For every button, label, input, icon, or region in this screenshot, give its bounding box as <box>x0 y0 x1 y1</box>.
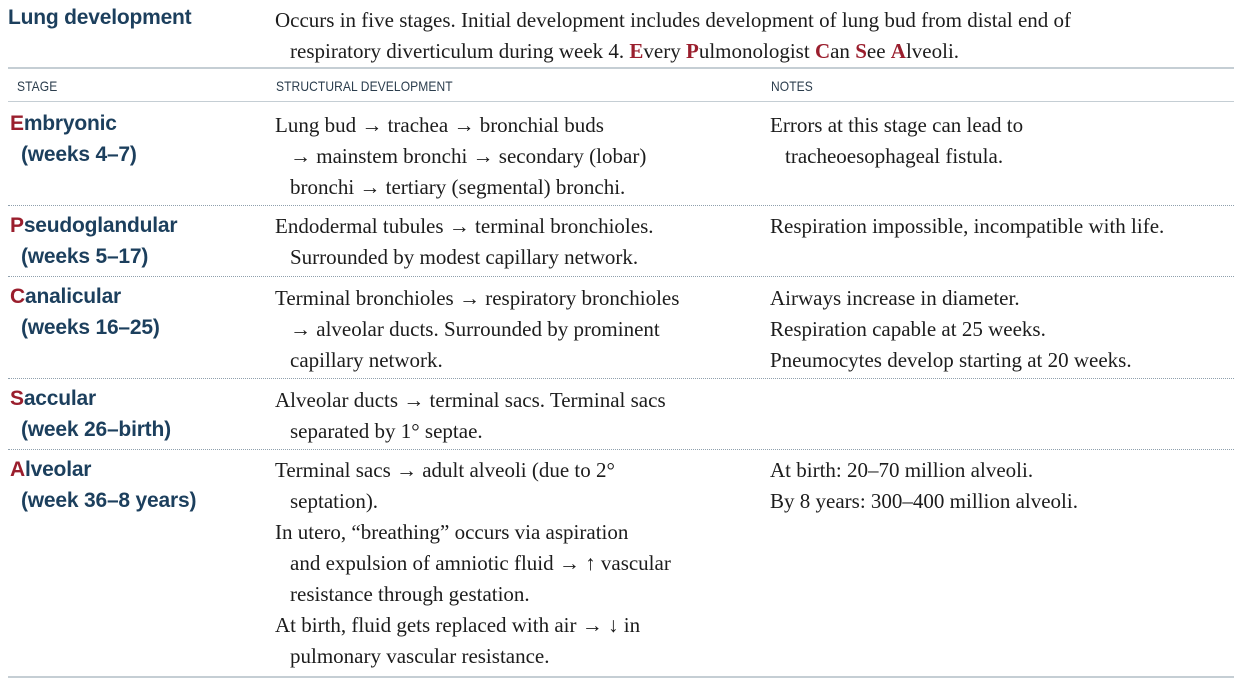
stage-weeks: (weeks 4–7) <box>21 143 137 166</box>
stage-initial: P <box>10 214 24 237</box>
row-separator <box>8 449 1234 450</box>
mnemonic-cap: S <box>855 39 867 63</box>
table-bottom-rule <box>8 676 1234 678</box>
stage-initial: S <box>10 387 24 410</box>
stage-initial: C <box>10 285 25 308</box>
structural-line: In utero, “breathing” occurs via aspiration <box>275 520 629 544</box>
structural-line: pulmonary vascular resistance. <box>290 644 550 668</box>
notes-cell <box>770 211 1164 242</box>
structural-line: Lung bud → trachea → bronchial buds <box>275 113 604 137</box>
column-header-structural: STRUCTURAL DEVELOPMENT <box>276 78 453 94</box>
stage-weeks: (week 26–birth) <box>21 418 171 441</box>
mnemonic-rest: lveoli. <box>905 39 960 63</box>
column-header-stage: STAGE <box>17 78 58 94</box>
structural-line: separated by 1° septae. <box>290 419 483 443</box>
mnemonic-rest: an <box>830 39 856 63</box>
header-bottom-rule <box>8 101 1234 102</box>
row-separator <box>8 205 1234 206</box>
structural-cell <box>275 211 654 273</box>
stage-weeks: (week 36–8 years) <box>21 489 197 512</box>
row-separator <box>8 276 1234 277</box>
mnemonic-cap: E <box>629 39 644 63</box>
structural-line: septation). <box>290 489 379 513</box>
mnemonic-cap: C <box>814 39 831 63</box>
notes-line: tracheoesophageal fistula. <box>785 144 1004 168</box>
topic-title: Lung development <box>8 6 192 29</box>
structural-line: At birth, fluid gets replaced with air → ↓ in <box>275 613 641 637</box>
mnemonic <box>629 39 959 63</box>
notes-line: Pneumocytes develop starting at 20 weeks. <box>770 348 1132 372</box>
structural-line: → mainstem bronchi → secondary (lobar) <box>290 144 647 168</box>
intro-line-2-text: respiratory diverticulum during week 4. <box>290 39 630 63</box>
notes-cell <box>770 455 1078 517</box>
notes-line: Respiration capable at 25 weeks. <box>770 317 1046 341</box>
stage-name <box>10 387 96 411</box>
stage-weeks: (weeks 5–17) <box>21 245 149 268</box>
notes-cell <box>770 283 1132 376</box>
structural-cell <box>275 283 679 376</box>
stage-name <box>10 112 117 136</box>
intro-line-1: Occurs in five stages. Initial development includes development of lung bud from distal end of <box>275 8 1072 32</box>
notes-line: At birth: 20–70 million alveoli. <box>770 458 1034 482</box>
structural-cell <box>275 110 646 203</box>
intro-text <box>275 5 1225 67</box>
stage-name <box>10 214 177 238</box>
row-separator <box>8 378 1234 379</box>
stage-rest: lveolar <box>24 458 92 481</box>
notes-line: By 8 years: 300–400 million alveoli. <box>770 489 1078 513</box>
header-top-rule <box>8 67 1234 69</box>
notes-line: Respiration impossible, incompatible with life. <box>770 214 1165 238</box>
mnemonic-cap: P <box>686 39 699 63</box>
stage-rest: seudoglandular <box>23 214 178 237</box>
structural-line: capillary network. <box>290 348 443 372</box>
structural-line: Alveolar ducts → terminal sacs. Terminal sacs <box>275 388 666 412</box>
stage-rest: accular <box>23 387 96 410</box>
structural-line: bronchi → tertiary (segmental) bronchi. <box>290 175 626 199</box>
mnemonic-rest: very <box>643 39 686 63</box>
stage-rest: mbryonic <box>23 112 117 135</box>
structural-line: → alveolar ducts. Surrounded by prominent <box>290 317 660 341</box>
structural-cell <box>275 455 671 672</box>
stage-initial: E <box>10 112 24 135</box>
mnemonic-rest: ee <box>866 39 891 63</box>
structural-line: Surrounded by modest capillary network. <box>290 245 639 269</box>
structural-cell <box>275 385 666 447</box>
stage-weeks: (weeks 16–25) <box>21 316 160 339</box>
notes-line: Errors at this stage can lead to <box>770 113 1024 137</box>
column-header-notes: NOTES <box>771 78 813 94</box>
structural-line: Terminal sacs → adult alveoli (due to 2° <box>275 458 615 482</box>
structural-line: Terminal bronchioles → respiratory bronchioles <box>275 286 680 310</box>
stage-rest: analicular <box>24 285 122 308</box>
notes-line: Airways increase in diameter. <box>770 286 1020 310</box>
mnemonic-rest: ulmonologist <box>698 39 815 63</box>
intro-line-2 <box>275 36 1225 67</box>
structural-line: Endodermal tubules → terminal bronchioles. <box>275 214 654 238</box>
notes-cell <box>770 110 1023 172</box>
structural-line: resistance through gestation. <box>290 582 530 606</box>
mnemonic-cap: A <box>890 39 906 63</box>
stage-name <box>10 458 91 482</box>
stage-name <box>10 285 121 309</box>
structural-line: and expulsion of amniotic fluid → ↑ vascular <box>290 551 671 575</box>
stage-initial: A <box>10 458 25 481</box>
